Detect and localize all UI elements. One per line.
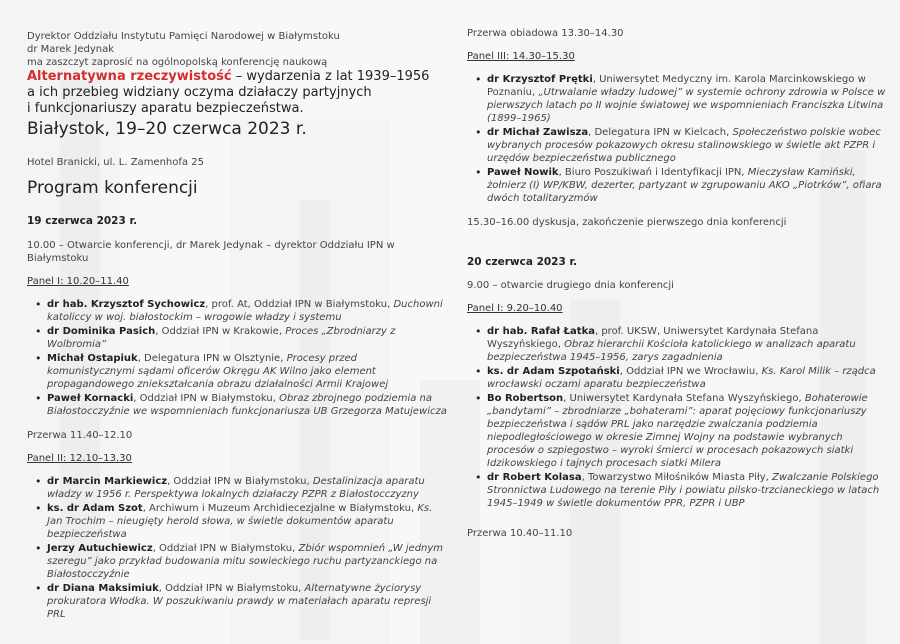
day2-date: 20 czerwca 2023 r. <box>467 255 578 268</box>
list-item: • dr Krzysztof Prętki, Uniwersytet Medyczny im. Karola Marcinkowskiego w Poznaniu, „Utrwalanie władzy ludowej” w systemie ochrony zdrowia w Polsce w pierwszych latach po II wojnie światowej we wspomnieniach Franciszka Litwina (1899–1965) <box>475 73 887 125</box>
day2-panel-1-heading: Panel I: 9.20–10.40 <box>467 303 563 314</box>
discussion: 15.30–16.00 dyskusja, zakończenie pierwszego dnia konferencji <box>467 217 787 228</box>
list-item: • ks. dr Adam Szot, Archiwum i Muzeum Archidiecezjalne w Białymstoku, Ks. Jan Trochim – nieugięty herold słowa, w świetle dokumentów aparatu bezpieczeństwa <box>35 502 447 541</box>
list-item: • Paweł Kornacki, Oddział IPN w Białymstoku, Obraz zbrojnego podziemia na Białostocczyźnie we wspomnieniach funkcjonariusza UB Grzegorza Matujewicza <box>35 392 447 418</box>
program-heading: Program konferencji <box>27 178 198 198</box>
list-item: • Paweł Nowik, Biuro Poszukiwań i Identyfikacji IPN, Mieczysław Kamiński, żołnierz (I) WP/KBW, dezerter, partyzant w zgrupowaniu AKO „Piotrków”, ofiara dwóch totalitaryzmów <box>475 166 887 205</box>
panel-2-heading: Panel II: 12.10–13.30 <box>27 452 132 464</box>
panel-1-heading: Panel I: 10.20–11.40 <box>27 275 129 287</box>
city-date: Białystok, 19–20 czerwca 2023 r. <box>27 119 307 139</box>
list-item: • dr Robert Kolasa, Towarzystwo Miłośników Miasta Piły, Zwalczanie Polskiego Stronnictwa Ludowego na terenie Piły i powiatu pilsko-trzcianeckiego w latach 1945–1949 w świetle dokumentów PPR, PZPR i UBP <box>475 471 887 510</box>
intro-line-3: ma zaszczyt zaprosić na ogólnopolską konferencję naukową <box>27 57 328 68</box>
panel-2-list <box>27 475 447 621</box>
intro-line-2: dr Marek Jedynak <box>27 44 115 55</box>
list-item: • dr Dominika Pasich, Oddział IPN w Krakowie, Proces „Zbrodniarzy z Wolbromia” <box>35 325 447 351</box>
conference-title-line-3: i funkcjonariuszy aparatu bezpieczeństwa. <box>27 101 304 116</box>
panel-1-list <box>27 298 447 418</box>
list-item: • dr Diana Maksimiuk, Oddział IPN w Białymstoku, Alternatywne życiorysy prokuratora Włodka. W poszukiwaniu prawdy w materiałach aparatu represji PRL <box>35 582 447 621</box>
right-column <box>467 0 887 540</box>
list-item: • dr hab. Rafał Łatka, prof. UKSW, Uniwersytet Kardynała Stefana Wyszyńskiego, Obraz hierarchii Kościoła katolickiego w analizach aparatu bezpieczeństwa 1945–1956, zarys zagadnienia <box>475 325 887 364</box>
list-item: • Michał Ostapiuk, Delegatura IPN w Olsztynie, Procesy przed komunistycznymi sądami oficerów Okręgu AK Wilno jako element propagandowego zniekształcania obrazu działalności Armii Krajowej <box>35 352 447 391</box>
list-item: • Jerzy Autuchiewicz, Oddział IPN w Białymstoku, Zbiór wspomnień „W jednym szeregu” jako przykład budowania mitu sowieckiego ruchu partyzanckiego na Białostocczyźnie <box>35 542 447 581</box>
conference-title <box>27 69 447 85</box>
list-item: • dr Marcin Markiewicz, Oddział IPN w Białymstoku, Destalinizacja aparatu władzy w 1956 r. Perspektywa lokalnych działaczy PZPR z Białostocczyzny <box>35 475 447 501</box>
list-item: • ks. dr Adam Szpotański, Oddział IPN we Wrocławiu, Ks. Karol Milik – rządca wrocławski oczami aparatu bezpieczeństwa <box>475 365 887 391</box>
break-1: Przerwa 11.40–12.10 <box>27 429 133 441</box>
list-item: • dr Michał Zawisza, Delegatura IPN w Kielcach, Społeczeństwo polskie wobec wybranych procesów pokazowych okresu stalinowskiego w świetle akt PZPR i urzędów bezpieczeństwa publicznego <box>475 126 887 165</box>
break-2: Przerwa 10.40–11.10 <box>467 528 573 539</box>
conference-title-accent: Alternatywna rzeczywistość <box>27 69 232 84</box>
opening-day-2: 9.00 – otwarcie drugiego dnia konferencji <box>467 280 674 291</box>
list-item: • Bo Robertson, Uniwersytet Kardynała Stefana Wyszyńskiego, Bohaterowie „bandytami” – zbrodniarze „bohaterami”: aparat pojęciowy funkcjonariuszy bezpieczeństwa i sądów PRL jako narzędzie zwalczania podziemia niepodległościowego w okresie Zimnej Wojny na podstawie wybranych procesów o szpiegostwo – wyroki śmierci w procesach pokazowych siatki Idzikowskiego i tajnych procesach siatki Milera <box>475 392 887 470</box>
venue: Hotel Branicki, ul. L. Zamenhofa 25 <box>27 157 204 168</box>
list-item: • dr hab. Krzysztof Sychowicz, prof. At, Oddział IPN w Białymstoku, Duchowni katoliccy w woj. białostockim – wrogowie władzy i systemu <box>35 298 447 324</box>
left-column <box>27 0 447 622</box>
intro-line-1: Dyrektor Oddziału Instytutu Pamięci Narodowej w Białymstoku <box>27 31 340 42</box>
conference-title-rest: – wydarzenia z lat 1939–1956 <box>231 69 430 84</box>
conference-title-line-2: a ich przebieg widziany oczyma działaczy partyjnych <box>27 85 372 100</box>
lunch-break: Przerwa obiadowa 13.30–14.30 <box>467 28 624 39</box>
panel-3-list <box>467 73 887 205</box>
day2-panel-1-list <box>467 325 887 510</box>
day1-date: 19 czerwca 2023 r. <box>27 215 138 227</box>
opening: 10.00 – Otwarcie konferencji, dr Marek Jedynak – dyrektor Oddziału IPN w Białymstoku <box>27 239 395 264</box>
panel-3-heading: Panel III: 14.30–15.30 <box>467 51 575 62</box>
